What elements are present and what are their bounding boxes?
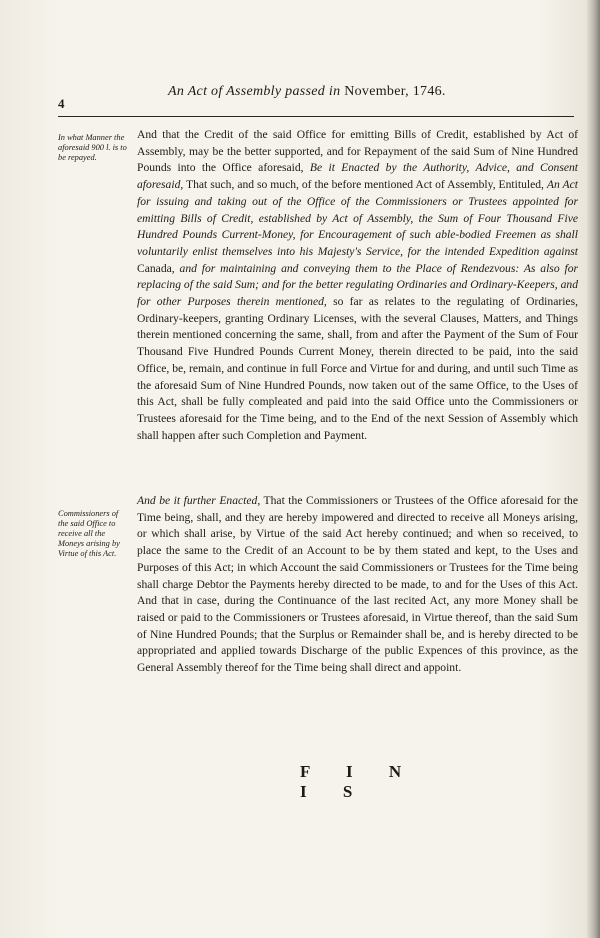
running-head bbox=[168, 84, 446, 100]
page-edge-shadow bbox=[586, 0, 600, 938]
running-head-month: November, bbox=[344, 84, 409, 99]
margin-note: Commissioners of the said Office to receive all the Moneys arising by Virtue of this Act. bbox=[58, 509, 120, 558]
page-header bbox=[58, 84, 578, 111]
text-segment-italic: Be it Enacted by the Authority, Advice, and Consent aforesaid, bbox=[137, 161, 578, 192]
text-segment-italic: An Act for issuing and taking out of the Office of the Commissioners or Trustees appointed for emitting Bills of Credit, established by Act of Assembly, the Sum of Four Thousand Five Hundred Pounds Current-Money, for Encouragement of such able-bodied Freemen as shall voluntarily enlist themselves into his Majesty's Service, for the intended Expedition against bbox=[137, 178, 578, 258]
page-number: 4 bbox=[58, 96, 65, 111]
running-head-year: 1746. bbox=[412, 84, 446, 99]
text-segment: And that the Credit of the said Office for emitting Bills of Credit, established by Act of Assembly, may be the better supported, and for Repayment of the said Sum of Nine Hundred Pounds into the Office aforesaid, bbox=[137, 128, 578, 175]
text-segment: Canada, bbox=[137, 261, 180, 275]
running-head-title: An Act of Assembly passed in bbox=[168, 84, 341, 99]
paragraph bbox=[137, 127, 578, 499]
text-segment: That such, and so much, of the before mentioned Act of Assembly, Entituled, bbox=[183, 178, 547, 192]
text-segment-italic: And be it further Enacted, bbox=[137, 494, 261, 507]
text-segment: so far as relates to the regulating of Ordinaries, Ordinary-keepers, granting Ordinary Licenses, with the several Clauses, Matters, and Things therein mentioned concerning the same, shall, from and after the Payment of the Sum of Four Thousand Five Hundred Pounds Current Money, therein directed to be paid, into the said Office, be, remain, and continue in full Force and Virtue for and during, and until such Time as the aforesaid Sum of Nine Hundred Pounds, now taken out of the same Office, to the Uses of this Act, shall be fully compleated and paid into the said Office unto the Commissioners or Trustees aforesaid for the Time being, and to the End of the next Session of Assembly which shall happen after such Completion and Payment. bbox=[137, 295, 578, 442]
header-rule bbox=[58, 116, 574, 117]
text-segment: That the Commissioners or Trustees of the Office aforesaid for the Time being, shall, and they are hereby impowered and directed to receive all Moneys arising, or which shall arise, by Virtue of the said Act hereby continued; and when so received, to place the same to the Credit of an Account to be by them stated and kept, to the Uses and Purposes of this Act; in which Account the said Commissioners or Trustees for the Time being shall charge Debtor the Payments hereby directed to be made, to and for the Uses of this Act. And that in case, during the Continuance of the last recited Act, any more Money shall be raised or paid to the Commissioners or Trustees aforesaid, in Virtue thereof, than the said Sum of Nine Hundred Pounds; that the Surplus or Remainder shall be, and is hereby directed to be appropriated and applied towards Discharge of the public Expences of this province, as the General Assembly thereof for the Time being shall direct and appoint. bbox=[137, 494, 578, 675]
paragraph bbox=[137, 493, 578, 713]
finis-mark: F I N I S bbox=[300, 762, 418, 801]
margin-note: In what Manner the aforesaid 900 l. is to be repayed. bbox=[58, 133, 127, 162]
text-segment-italic: and for maintaining and conveying them to the Place of Rendezvous: As also for replacing of the said Sum; and for the better regulating Ordinaries and Ordinary-Keepers, and for other Purposes therein mentioned, bbox=[137, 261, 579, 309]
